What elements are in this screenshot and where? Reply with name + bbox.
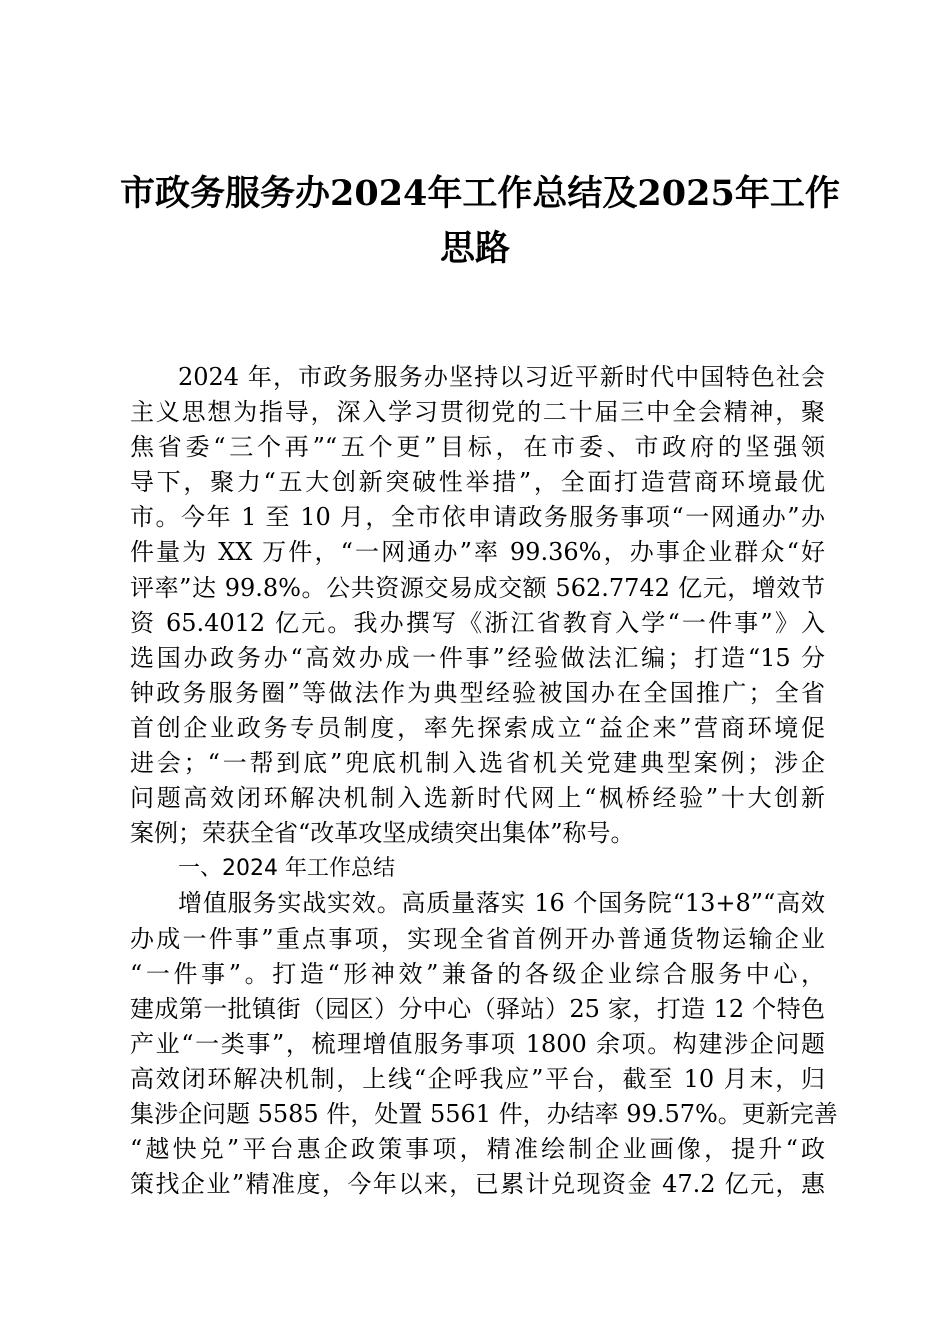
paragraph-line: 问题高效闭环解决机制入选新时代网上“枫桥经验”十大创新 [130,784,825,813]
paragraph-line: 评率”达 99.8%。公共资源交易成交额 562.7742 亿元，增效节 [130,573,825,602]
paragraph-line: 产业“一类事”，梳理增值服务事项 1800 余项。构建涉企问题 [130,1029,825,1058]
title-line-2: 思路 [439,228,510,269]
paragraph-line: 案例；荣获全省“改革攻坚成绩突出集体”称号。 [130,819,635,848]
paragraph-line: 高效闭环解决机制，上线“企呼我应”平台，截至 10 月末，归 [130,1064,825,1093]
intro-paragraph [130,360,825,851]
paragraph-line: 2024 年，市政务服务办坚持以习近平新时代中国特色社会 [178,363,825,391]
paragraph-line: 市。今年 1 至 10 月，全市依申请政务服务事项“一网通办”办 [130,503,825,532]
work-summary-paragraph [130,886,838,1202]
paragraph-line: 集涉企问题 5585 件，处置 5561 件，办结率 99.57%。更新完善 [130,1099,838,1128]
paragraph-line: 办成一件事”重点事项，实现全省首例开办普通货物运输企业 [130,924,825,953]
paragraph-line: 主义思想为指导，深入学习贯彻党的二十届三中全会精神，聚 [130,398,825,427]
paragraph-line: “越快兑”平台惠企政策事项，精准绘制企业画像，提升“政 [130,1135,825,1164]
paragraph-line: 选国办政务办“高效办成一件事”经验做法汇编；打造“15 分 [130,643,825,672]
section-heading: 一、2024 年工作总结 [178,856,395,882]
paragraph-line: 增值服务实战实效。高质量落实 16 个国务院“13+8”“高效 [178,889,825,918]
paragraph-line: “一件事”。打造“形神效”兼备的各级企业综合服务中心， [130,959,825,988]
paragraph-line: 件量为 XX 万件，“一网通办”率 99.36%，办事企业群众“好 [130,538,825,567]
paragraph-line: 资 65.4012 亿元。我办撰写《浙江省教育入学“一件事”》入 [130,608,825,637]
paragraph-line: 导下，聚力“五大创新突破性举措”，全面打造营商环境最优 [130,468,825,497]
document-body [130,360,838,1202]
paragraph-line: 首创企业政务专员制度，率先探索成立“益企来”营商环境促 [130,713,825,742]
document-title [120,166,840,276]
paragraph-line: 焦省委“三个再”“五个更”目标，在市委、市政府的坚强领 [130,433,825,462]
paragraph-line: 策找企业”精准度，今年以来，已累计兑现资金 47.2 亿元，惠 [130,1170,825,1199]
paragraph-line: 钟政务服务圈”等做法作为典型经验被国办在全国推广；全省 [130,678,825,707]
title-line-1: 市政务服务办2024年工作总结及2025年工作 [120,173,840,214]
paragraph-line: 建成第一批镇街（园区）分中心（驿站）25 家，打造 12 个特色 [130,994,825,1023]
paragraph-line: 进会；“一帮到底”兜底机制入选省机关党建典型案例；涉企 [130,749,825,778]
